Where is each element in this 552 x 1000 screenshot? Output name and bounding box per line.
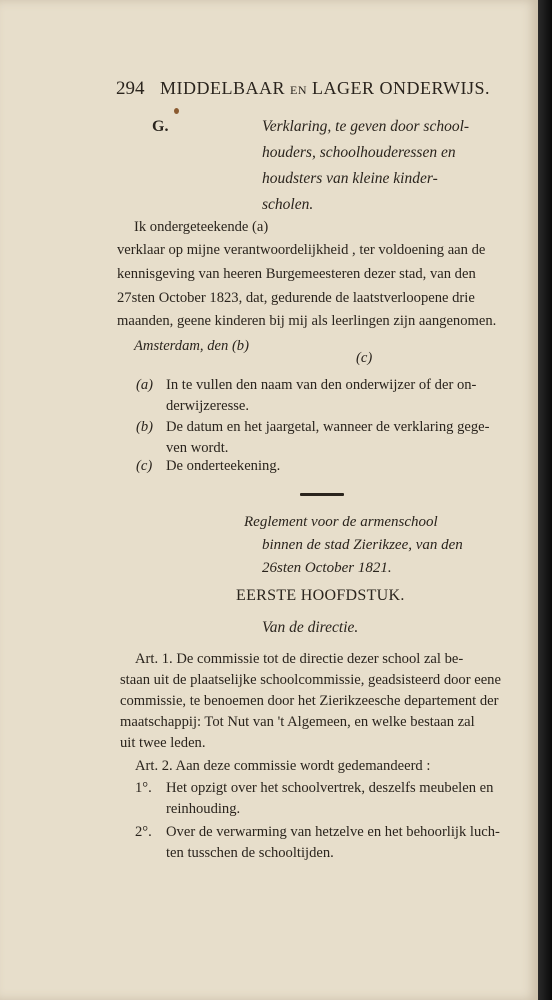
reglement-title-line: 26sten October 1821. (262, 560, 392, 576)
note-mark: (c) (136, 458, 153, 474)
item-line: ten tusschen de schooltijden. (166, 845, 334, 861)
note-mark: (b) (136, 419, 154, 435)
section-title-line: houders, schoolhouderessen en (262, 144, 456, 161)
note-line: De onderteekening. (166, 458, 281, 474)
section-title-line: scholen. (262, 196, 314, 213)
item-mark: 2°. (135, 824, 152, 840)
article-line: uit twee leden. (120, 735, 206, 751)
declaration-line: Ik ondergeteekende (a) (134, 219, 269, 235)
item-mark: 1°. (135, 780, 152, 796)
running-header: MIDDELBAAR EN LAGER ONDERWIJS. (160, 78, 490, 98)
section-label: G. (152, 118, 169, 135)
section-title-line: houdsters van kleine kinder- (262, 170, 438, 187)
article-line: maatschappij: Tot Nut van 't Algemeen, en welke bestaan zal (120, 714, 475, 730)
chapter-subtitle: Van de directie. (262, 619, 359, 636)
chapter-title: EERSTE HOOFDSTUK. (236, 587, 405, 604)
section-divider (300, 493, 344, 496)
item-line: Het opzigt over het schoolvertrek, deszelfs meubelen en (166, 780, 494, 796)
page-number: 294 (116, 78, 145, 99)
note-mark: (a) (136, 377, 154, 393)
declaration-line: maanden, geene kinderen bij mij als leerlingen zijn aangenomen. (117, 313, 497, 329)
declaration-line: kennisgeving van heeren Burgemeesteren dezer stad, van den (117, 266, 476, 282)
note-line: derwijzeresse. (166, 398, 250, 414)
page-edge (538, 0, 552, 1000)
declaration-line: 27sten October 1823, dat, gedurende de laatstverloopene drie (117, 290, 475, 306)
article-line: Art. 2. Aan deze commissie wordt gedemandeerd : (135, 758, 431, 774)
article-line: staan uit de plaatselijke schoolcommissie, geadsisteerd door eene (120, 672, 501, 688)
article-line: commissie, te benoemen door het Zierikzeesche departement der (120, 693, 499, 709)
place-date: Amsterdam, den (b) (134, 338, 249, 354)
signature-mark: (c) (356, 350, 373, 366)
reglement-title-line: binnen de stad Zierikzee, van den (262, 537, 463, 553)
declaration-line: verklaar op mijne verantwoordelijkheid , ter voldoening aan de (117, 242, 486, 258)
note-line: In te vullen den naam van den onderwijzer of der on- (166, 377, 477, 393)
note-line: ven wordt. (166, 440, 229, 456)
note-line: De datum en het jaargetal, wanneer de verklaring gege- (166, 419, 490, 435)
article-line: Art. 1. De commissie tot de directie dezer school zal be- (135, 651, 464, 667)
ink-spot (174, 108, 179, 114)
item-line: reinhouding. (166, 801, 241, 817)
reglement-title-line: Reglement voor de armenschool (244, 514, 438, 530)
section-title-line: Verklaring, te geven door school- (262, 118, 470, 135)
item-line: Over de verwarming van hetzelve en het behoorlijk luch- (166, 824, 500, 840)
